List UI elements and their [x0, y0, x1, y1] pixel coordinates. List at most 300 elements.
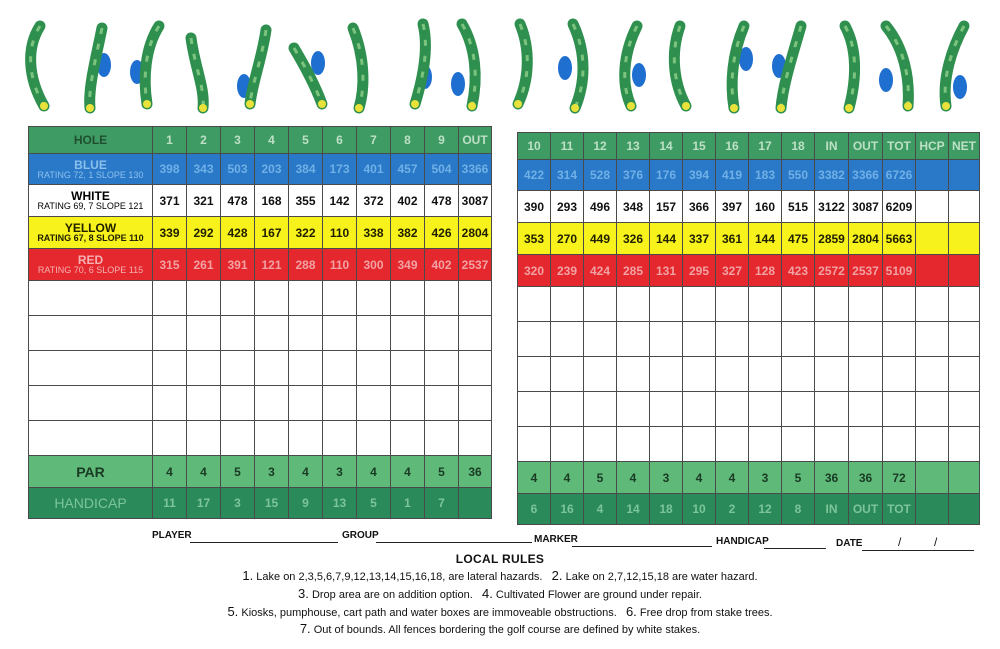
score-entry-cell[interactable] [584, 357, 617, 392]
hole-number: 4 [255, 127, 289, 154]
score-entry-cell[interactable] [849, 322, 883, 357]
handicap-cell: 15 [255, 488, 289, 519]
out-total-cell: 3087 [459, 185, 492, 217]
rule-text: Lake on 2,7,12,15,18 are water hazard. [565, 571, 758, 583]
par-cell [949, 462, 980, 494]
hole-number: 17 [749, 133, 782, 160]
yardage-cell: 348 [617, 191, 650, 223]
score-entry-cell[interactable] [187, 316, 221, 351]
score-entry-cell[interactable] [459, 281, 492, 316]
yardage-cell: 131 [650, 255, 683, 287]
handicap-cell: 11 [153, 488, 187, 519]
back-white-tee-row [518, 191, 980, 223]
score-entry-cell[interactable] [782, 392, 815, 427]
score-entry-cell[interactable] [357, 386, 391, 421]
score-entry-row [29, 281, 492, 316]
score-entry-row [29, 421, 492, 456]
date-entry-line[interactable] [862, 550, 974, 551]
back-par-row [518, 462, 980, 494]
hole-layout-icon [125, 8, 169, 120]
yardage-cell: 3366 [849, 160, 883, 191]
score-entry-cell[interactable] [391, 421, 425, 456]
tee-rating: RATING 67, 8 SLOPE 110 [37, 233, 144, 243]
score-entry-cell[interactable] [584, 392, 617, 427]
yardage-cell: 382 [391, 217, 425, 249]
yardage-cell: 288 [289, 249, 323, 281]
yardage-cell: 2859 [815, 223, 849, 255]
date-separator: / [934, 535, 938, 549]
yardage-cell: 478 [425, 185, 459, 217]
yardage-cell: 322 [289, 217, 323, 249]
handicap-cell: 2 [716, 494, 749, 525]
front-blue-tee-row [29, 154, 492, 185]
yardage-cell: 449 [584, 223, 617, 255]
score-entry-cell[interactable] [883, 287, 916, 322]
player-label: PLAYER [152, 530, 192, 541]
score-entry-cell[interactable] [518, 427, 551, 462]
score-entry-row [518, 427, 980, 462]
score-entry-cell[interactable] [916, 322, 949, 357]
tee-rating: RATING 70, 6 SLOPE 115 [37, 265, 144, 275]
tee-name: YELLOW [64, 221, 117, 235]
score-entry-cell[interactable] [716, 427, 749, 462]
blue-tee-label [29, 154, 153, 185]
yardage-cell: 475 [782, 223, 815, 255]
hole-layout-icon [72, 8, 116, 120]
yardage-cell: 401 [357, 154, 391, 185]
yardage-cell: 457 [391, 154, 425, 185]
yardage-cell: 478 [221, 185, 255, 217]
score-entry-cell[interactable] [815, 322, 849, 357]
score-entry-cell[interactable] [551, 357, 584, 392]
yardage-cell: 176 [650, 160, 683, 191]
score-entry-cell[interactable] [749, 392, 782, 427]
hole-number: 9 [425, 127, 459, 154]
hole-layout-icon [179, 8, 223, 120]
handicap-entry-line[interactable] [764, 548, 826, 549]
score-entry-cell[interactable] [584, 427, 617, 462]
back-nine-scorecard [517, 132, 980, 525]
hole-number: 10 [518, 133, 551, 160]
score-entry-cell[interactable] [289, 316, 323, 351]
score-entry-cell[interactable] [916, 357, 949, 392]
yardage-cell: 390 [518, 191, 551, 223]
score-entry-cell[interactable] [716, 322, 749, 357]
par-cell: 36 [849, 462, 883, 494]
handicap-cell [949, 494, 980, 525]
hole-number: 2 [187, 127, 221, 154]
score-entry-cell[interactable] [153, 386, 187, 421]
handicap-label: HANDICAP [716, 536, 769, 547]
score-entry-cell[interactable] [916, 427, 949, 462]
score-entry-row [518, 287, 980, 322]
yardage-cell: 128 [749, 255, 782, 287]
par-cell: 5 [425, 456, 459, 488]
score-entry-cell[interactable] [949, 427, 980, 462]
score-entry-cell[interactable] [949, 322, 980, 357]
score-entry-cell[interactable] [916, 287, 949, 322]
score-entry-cell[interactable] [459, 421, 492, 456]
par-cell: 4 [683, 462, 716, 494]
score-entry-cell[interactable] [617, 392, 650, 427]
score-entry-cell[interactable] [815, 427, 849, 462]
hole-layout-icon [393, 8, 437, 120]
yardage-cell: 426 [425, 217, 459, 249]
score-entry-cell[interactable] [949, 287, 980, 322]
par-cell: 5 [584, 462, 617, 494]
yardage-cell: 424 [584, 255, 617, 287]
handicap-cell: OUT [849, 494, 883, 525]
score-entry-cell[interactable] [683, 287, 716, 322]
score-entry-cell[interactable] [221, 386, 255, 421]
score-entry-cell[interactable] [357, 351, 391, 386]
handicap-cell: 14 [617, 494, 650, 525]
score-entry-cell[interactable] [29, 316, 153, 351]
score-entry-cell[interactable] [221, 351, 255, 386]
score-entry-row [518, 322, 980, 357]
handicap-cell: 3 [221, 488, 255, 519]
hole-number: TOT [883, 133, 916, 160]
score-entry-cell[interactable] [255, 316, 289, 351]
par-cell: 4 [551, 462, 584, 494]
score-entry-cell[interactable] [323, 316, 357, 351]
score-entry-cell[interactable] [916, 392, 949, 427]
score-entry-cell[interactable] [716, 392, 749, 427]
score-entry-cell[interactable] [357, 316, 391, 351]
score-entry-cell[interactable] [551, 392, 584, 427]
score-entry-cell[interactable] [391, 351, 425, 386]
score-entry-cell[interactable] [650, 322, 683, 357]
score-entry-cell[interactable] [29, 386, 153, 421]
score-entry-cell[interactable] [749, 427, 782, 462]
hole-number: 14 [650, 133, 683, 160]
front-red-tee-row [29, 249, 492, 281]
score-entry-cell[interactable] [255, 281, 289, 316]
rule-text: Cultivated Flower are ground under repair. [495, 589, 702, 601]
yardage-cell: 110 [323, 217, 357, 249]
score-entry-cell[interactable] [425, 316, 459, 351]
rule-number: 6. [625, 604, 637, 619]
yardage-cell: 504 [425, 154, 459, 185]
yardage-cell: 292 [187, 217, 221, 249]
score-entry-cell[interactable] [518, 322, 551, 357]
score-entry-cell[interactable] [187, 421, 221, 456]
score-entry-cell[interactable] [518, 357, 551, 392]
hole-layout-icon [500, 8, 544, 120]
yardage-cell: 144 [749, 223, 782, 255]
score-entry-cell[interactable] [815, 357, 849, 392]
score-entry-cell[interactable] [323, 386, 357, 421]
score-entry-cell[interactable] [323, 351, 357, 386]
score-entry-cell[interactable] [29, 351, 153, 386]
yardage-cell: 384 [289, 154, 323, 185]
score-entry-cell[interactable] [459, 351, 492, 386]
score-entry-cell[interactable] [883, 322, 916, 357]
hole-layout-icon [286, 8, 330, 120]
score-entry-cell[interactable] [425, 281, 459, 316]
score-entry-cell[interactable] [323, 421, 357, 456]
score-entry-cell[interactable] [617, 427, 650, 462]
yardage-cell: 157 [650, 191, 683, 223]
yardage-cell: 110 [323, 249, 357, 281]
score-entry-cell[interactable] [584, 322, 617, 357]
score-entry-cell[interactable] [782, 322, 815, 357]
hole-layout-icon [660, 8, 704, 120]
score-entry-cell[interactable] [949, 357, 980, 392]
yardage-cell: 314 [551, 160, 584, 191]
back-red-tee-row [518, 255, 980, 287]
par-cell: 36 [815, 462, 849, 494]
tee-name: BLUE [74, 157, 107, 172]
score-entry-row [29, 316, 492, 351]
par-cell: 3 [749, 462, 782, 494]
score-entry-cell[interactable] [289, 386, 323, 421]
group-label: GROUP [342, 530, 379, 541]
score-entry-cell[interactable] [459, 386, 492, 421]
marker-label: MARKER [534, 534, 578, 545]
yardage-cell [916, 191, 949, 223]
handicap-cell: 9 [289, 488, 323, 519]
yardage-cell: 372 [357, 185, 391, 217]
yardage-cell: 515 [782, 191, 815, 223]
score-entry-cell[interactable] [425, 421, 459, 456]
yardage-cell: 2804 [849, 223, 883, 255]
yardage-cell: 349 [391, 249, 425, 281]
hole-layout-icon [821, 8, 865, 120]
yardage-cell: 397 [716, 191, 749, 223]
front-white-tee-row [29, 185, 492, 217]
marker-entry-line[interactable] [572, 546, 712, 547]
score-entry-cell[interactable] [716, 357, 749, 392]
yardage-cell: 5109 [883, 255, 916, 287]
score-entry-cell[interactable] [29, 281, 153, 316]
score-entry-cell[interactable] [551, 427, 584, 462]
score-entry-cell[interactable] [782, 427, 815, 462]
score-entry-cell[interactable] [323, 281, 357, 316]
yardage-cell: 121 [255, 249, 289, 281]
handicap-cell: 18 [650, 494, 683, 525]
score-entry-cell[interactable] [683, 392, 716, 427]
score-entry-cell[interactable] [187, 351, 221, 386]
score-entry-cell[interactable] [289, 281, 323, 316]
score-entry-cell[interactable] [815, 392, 849, 427]
score-entry-cell[interactable] [883, 427, 916, 462]
score-entry-cell[interactable] [221, 316, 255, 351]
score-entry-cell[interactable] [849, 427, 883, 462]
score-entry-cell[interactable] [849, 357, 883, 392]
hole-number: IN [815, 133, 849, 160]
score-entry-cell[interactable] [153, 351, 187, 386]
tee-name: WHITE [71, 189, 110, 203]
score-entry-cell[interactable] [749, 357, 782, 392]
par-cell: 3 [650, 462, 683, 494]
hole-number: 12 [584, 133, 617, 160]
yardage-cell: 239 [551, 255, 584, 287]
yardage-cell [916, 160, 949, 191]
yardage-cell: 422 [518, 160, 551, 191]
handicap-cell: 12 [749, 494, 782, 525]
score-entry-cell[interactable] [221, 281, 255, 316]
yardage-cell: 361 [716, 223, 749, 255]
hole-header-label: HOLE [29, 127, 153, 154]
player-entry-line[interactable] [190, 542, 338, 543]
score-entry-cell[interactable] [849, 392, 883, 427]
score-entry-cell[interactable] [683, 322, 716, 357]
yardage-cell: 550 [782, 160, 815, 191]
yellow-tee-label [29, 217, 153, 249]
date-separator: / [898, 535, 902, 549]
score-entry-cell[interactable] [650, 392, 683, 427]
handicap-cell [916, 494, 949, 525]
handicap-cell [459, 488, 492, 519]
hole-layout-icon [607, 8, 651, 120]
rule-number: 7. [299, 621, 311, 636]
hole-number: 8 [391, 127, 425, 154]
score-entry-cell[interactable] [153, 281, 187, 316]
hole-number: 5 [289, 127, 323, 154]
score-entry-cell[interactable] [883, 357, 916, 392]
front-handicap-row [29, 488, 492, 519]
score-entry-cell[interactable] [650, 287, 683, 322]
score-entry-cell[interactable] [221, 421, 255, 456]
score-entry-cell[interactable] [551, 322, 584, 357]
back-blue-tee-row [518, 160, 980, 191]
score-entry-cell[interactable] [650, 357, 683, 392]
yardage-cell [916, 223, 949, 255]
hole-number: OUT [849, 133, 883, 160]
hole-number: 6 [323, 127, 357, 154]
date-label: DATE [836, 538, 863, 549]
rule-text: Drop area are on addition option. [311, 589, 473, 601]
yardage-cell [949, 223, 980, 255]
front-par-row [29, 456, 492, 488]
front-score-entry-rows [29, 281, 492, 456]
yardage-cell [949, 160, 980, 191]
score-entry-cell[interactable] [716, 287, 749, 322]
score-entry-cell[interactable] [425, 351, 459, 386]
score-entry-cell[interactable] [425, 386, 459, 421]
par-cell: 5 [221, 456, 255, 488]
score-entry-cell[interactable] [617, 322, 650, 357]
par-cell: 3 [323, 456, 357, 488]
score-entry-cell[interactable] [749, 287, 782, 322]
yardage-cell: 300 [357, 249, 391, 281]
yardage-cell: 503 [221, 154, 255, 185]
score-entry-cell[interactable] [518, 287, 551, 322]
back-hole-row [518, 133, 980, 160]
yardage-cell: 203 [255, 154, 289, 185]
front-nine-scorecard [28, 126, 492, 519]
red-tee-label [29, 249, 153, 281]
score-entry-cell[interactable] [187, 386, 221, 421]
yardage-cell: 338 [357, 217, 391, 249]
front-hole-row [29, 127, 492, 154]
hole-number: 18 [782, 133, 815, 160]
back-handicap-row [518, 494, 980, 525]
par-label: PAR [29, 456, 153, 488]
score-entry-cell[interactable] [391, 316, 425, 351]
handicap-cell: 8 [782, 494, 815, 525]
score-entry-cell[interactable] [459, 316, 492, 351]
handicap-cell: 1 [391, 488, 425, 519]
score-entry-row [518, 392, 980, 427]
score-entry-cell[interactable] [255, 386, 289, 421]
handicap-cell: 17 [187, 488, 221, 519]
score-entry-cell[interactable] [849, 287, 883, 322]
score-entry-cell[interactable] [883, 392, 916, 427]
yardage-cell: 355 [289, 185, 323, 217]
hole-layout-icon [874, 8, 918, 120]
rule-line [0, 604, 1000, 619]
out-total-cell: 2537 [459, 249, 492, 281]
rule-text: Kiosks, pumphouse, cart path and water boxes are immoveable obstructions. [241, 607, 617, 619]
score-entry-cell[interactable] [782, 357, 815, 392]
score-entry-cell[interactable] [815, 287, 849, 322]
score-entry-row [518, 357, 980, 392]
hole-layout-icon [714, 8, 758, 120]
rule-text: Free drop from stake trees. [639, 607, 773, 619]
score-entry-cell[interactable] [153, 421, 187, 456]
score-entry-cell[interactable] [29, 421, 153, 456]
rule-text: Out of bounds. All fences bordering the golf course are defined by white stakes. [313, 624, 701, 636]
player-info-line [0, 526, 1000, 549]
hole-layout-icon [339, 8, 383, 120]
score-entry-cell[interactable] [289, 351, 323, 386]
score-entry-cell[interactable] [391, 386, 425, 421]
yardage-cell: 285 [617, 255, 650, 287]
yardage-cell: 6726 [883, 160, 916, 191]
score-entry-cell[interactable] [289, 421, 323, 456]
hole-layout-icon [553, 8, 597, 120]
score-entry-cell[interactable] [617, 357, 650, 392]
score-entry-cell[interactable] [650, 427, 683, 462]
score-entry-cell[interactable] [357, 281, 391, 316]
score-entry-cell[interactable] [749, 322, 782, 357]
handicap-cell: 6 [518, 494, 551, 525]
par-cell: 5 [782, 462, 815, 494]
score-entry-cell[interactable] [683, 357, 716, 392]
rule-line [0, 586, 1000, 601]
score-entry-cell[interactable] [617, 287, 650, 322]
score-entry-cell[interactable] [187, 281, 221, 316]
par-cell: 3 [255, 456, 289, 488]
hole-number: 13 [617, 133, 650, 160]
hole-layout-icon [232, 8, 276, 120]
par-cell: 4 [289, 456, 323, 488]
yardage-cell: 293 [551, 191, 584, 223]
score-entry-cell[interactable] [782, 287, 815, 322]
yardage-cell [916, 255, 949, 287]
par-cell: 4 [357, 456, 391, 488]
score-entry-cell[interactable] [683, 427, 716, 462]
score-entry-cell[interactable] [255, 351, 289, 386]
yardage-cell: 261 [187, 249, 221, 281]
yardage-cell: 295 [683, 255, 716, 287]
yardage-cell: 321 [187, 185, 221, 217]
back-score-entry-rows [518, 287, 980, 462]
group-entry-line[interactable] [376, 542, 532, 543]
hole-diagrams [18, 8, 988, 120]
score-entry-cell[interactable] [255, 421, 289, 456]
score-entry-cell[interactable] [949, 392, 980, 427]
score-entry-cell[interactable] [551, 287, 584, 322]
score-entry-cell[interactable] [153, 316, 187, 351]
score-entry-cell[interactable] [391, 281, 425, 316]
score-entry-cell[interactable] [584, 287, 617, 322]
score-entry-cell[interactable] [518, 392, 551, 427]
score-entry-cell[interactable] [357, 421, 391, 456]
yardage-cell: 428 [221, 217, 255, 249]
